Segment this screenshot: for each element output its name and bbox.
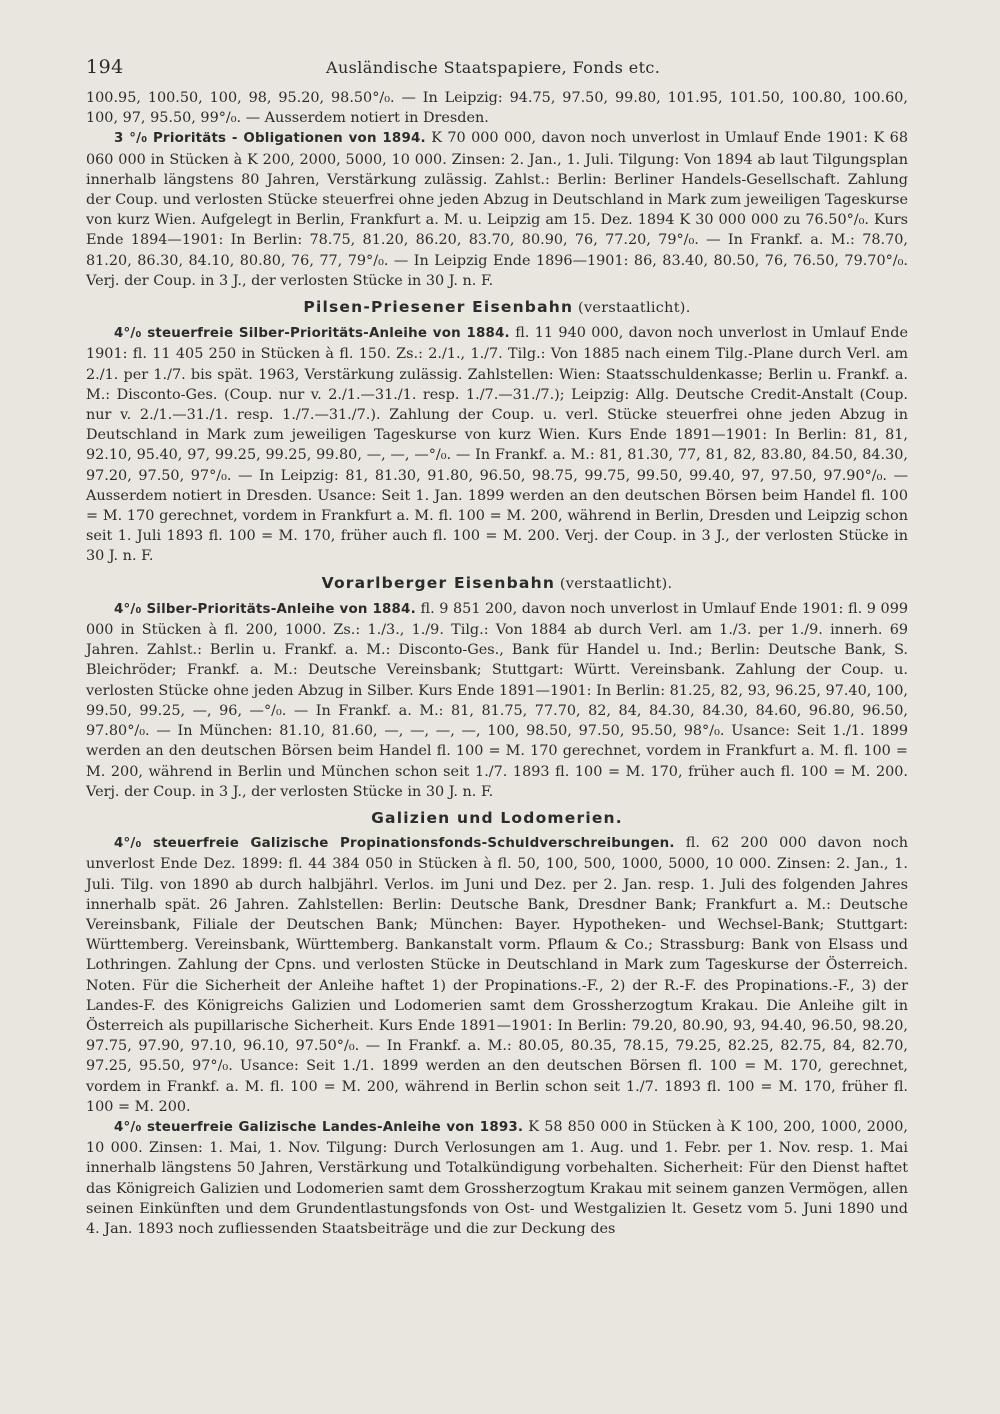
page-header: [86, 48, 908, 88]
entry-text: fl. 11 940 000, davon noch unverlost in Umlauf Ende 1901: fl. 11 405 250 in Stücken à fl. 150. Zs.: 2./1., 1./7. Tilg.: Von 1885 nach einem Tilg.-Plane durch Verl. am 2./1. per 1./7. bis spät. 1963, Verstärkung zulässig. Zahlstellen: Wien: Staatsschuldenkasse; Berlin u. Frankf. a. M.: Disconto-Ges. (Coup. nur v. 2./1.—31./1. resp. 1./7.—31./7.); Leipzig: Allg. Deutsche Credit-Anstalt (Coup. nur v. 2./1.—31./1. resp. 1./7.—31./7.). Zahlung der Coup. u. verl. Stücke steuerfrei ohne jeden Abzug in Deutschland in Mark zum jeweiligen Tageskurse von kurz Wien. Kurs Ende 1891—1901: In Berlin: 81, 81, 92.10, 95.40, 97, 99.25, 99.25, 99.80, —, —, —°/₀. — In Frankf. a. M.: 81, 81.30, 77, 81, 82, 83.80, 84.50, 84.30, 97.20, 97.50, 97°/₀. — In Leipzig: 81, 81.30, 91.80, 96.50, 98.75, 99.75, 99.50, 99.40, 97, 97.50, 97.90°/₀. — Ausserdem notiert in Dresden. Usance: Seit 1. Jan. 1899 werden an den deutschen Börsen beim Handel fl. 100 = M. 170 gerechnet, vordem in Frankfurt a. M. fl. 100 = M. 200, während in Berlin, Dresden und Leipzig schon seit 1. Juli 1893 fl. 100 = M. 170, früher auch fl. 100 = M. 200. Verj. der Coup. in 3 J., der verlosten Stücke in 30 J. n. F.: [86, 325, 908, 565]
entry-text: fl. 62 200 000 davon noch unverlost Ende Dez. 1899: fl. 44 384 050 in Stücken à fl. 50, 100, 500, 1000, 5000, 10 000. Zinsen: 2. Jan., 1. Juli. Tilg. von 1890 ab durch halbjährl. Verlos. im Juni und Dez. per 2. Jan. resp. 1. Juli des folgenden Jahres innerhalb spät. 26 Jahren. Zahlstellen: Berlin: Deutsche Bank, Dresdner Bank; Frankfurt a. M.: Deutsche Vereinsbank, Filiale der Deutschen Bank; München: Bayer. Hypotheken- und Wechsel-Bank; Stuttgart: Württemberg. Vereinsbank, Württemberg. Bankanstalt vorm. Pflaum & Co.; Strassburg: Bank von Elsass und Lothringen. Zahlung der Cpns. und verlosten Stücke in Deutschland in Mark zum Tageskurse der Österreich. Noten. Für die Sicherheit der Anleihe haftet 1) der Propinations.-F., 2) der R.-F. des Propinations.-F., 3) der Landes-F. des Königreichs Galizien und Lodomerien samt dem Grossherzogtum Krakau. Die Anleihe gilt in Österreich als pupillarische Sicherheit. Kurs Ende 1891—1901: In Berlin: 79.20, 80.90, 93, 94.40, 96.50, 98.20, 97.75, 97.90, 97.10, 96.10, 97.50°/₀. — In Frankf. a. M.: 80.05, 80.35, 78.15, 79.25, 82.25, 82.75, 84, 82.70, 97.25, 95.50, 97°/₀. Usance: Seit 1./1. 1899 werden an den deutschen Börsen fl. 100 = M. 170, gerechnet, vordem in Frankf. a. M. fl. 100 = M. 200, während in Berlin schon seit 1./7. 1893 fl. 100 = M. 170, früher fl. 100 = M. 200.: [86, 835, 908, 1115]
page-number: 194: [86, 56, 124, 78]
entry-paragraph: [86, 833, 908, 1117]
entry-text: K 58 850 000 in Stücken à K 100, 200, 1000, 2000, 10 000. Zinsen: 1. Mai, 1. Nov. Tilgung: Durch Verlosungen am 1. Aug. und 1. Febr. per 1. Nov. resp. 1. Mai innerhalb längstens 50 Jahren, Verstärkung und Totalkündigung vorbehalten. Sicherheit: Für den Dienst haftet das Königreich Galizien und Lodomerien samt dem Grossherzogtum Krakau mit seinem ganzen Vermögen, allen seinen Einkünften und dem Grundentlastungsfonds von Ost- und Westgalizien lt. Gesetz vom 5. Juni 1890 und 4. Jan. 1893 noch zufliessenden Staatsbeiträge und die zur Deckung des: [86, 1118, 908, 1237]
entry-title: 4°/₀ steuerfreie Silber-Prioritäts-Anleihe von 1884.: [114, 326, 510, 342]
section-heading-galizien: [86, 808, 908, 828]
running-title: Ausländische Staatspapiere, Fonds etc.: [326, 58, 661, 77]
entry-paragraph: [86, 1117, 908, 1239]
entry-paragraph: [86, 323, 908, 566]
section-title: Pilsen-Priesener Eisenbahn: [303, 298, 574, 317]
entry-title: 4°/₀ steuerfreie Galizische Propinationsfonds-Schuldverschreibungen.: [114, 836, 675, 852]
entry-title: 3 °/₀ Prioritäts - Obligationen von 1894.: [114, 131, 426, 147]
section-title: Galizien und Lodomerien.: [371, 808, 623, 827]
page-body: [86, 88, 908, 1239]
entry-title: 4°/₀ Silber-Prioritäts-Anleihe von 1884.: [114, 601, 416, 617]
intro-paragraph-1894-obligations: [86, 128, 908, 291]
section-note: (verstaatlicht).: [578, 300, 691, 317]
section-title: Vorarlberger Eisenbahn: [321, 573, 556, 592]
section-heading-pilsen-priesener: [86, 297, 908, 318]
book-page: [86, 48, 908, 1239]
entry-title: 4°/₀ steuerfreie Galizische Landes-Anleihe von 1893.: [114, 1119, 524, 1135]
section-note: (verstaatlicht).: [559, 575, 673, 592]
entry-text: fl. 9 851 200, davon noch unverlost in Umlauf Ende 1901: fl. 9 099 000 in Stücken à fl. 200, 1000. Zs.: 1./3., 1./9. Tilg.: Von 1884 ab durch Verl. am 1./3. per 1./9. innerh. 69 Jahren. Zahlst.: Berlin u. Frankf. a. M.: Disconto-Ges., Bank für Handel u. Ind.; Berlin: Deutsche Bank, S. Bleichröder; Frankf. a. M.: Deutsche Vereinsbank; Stuttgart: Württ. Vereinsbank. Zahlung der Coup. u. verlosten Stücke ohne jeden Abzug in Silber. Kurs Ende 1891—1901: In Berlin: 81.25, 82, 93, 96.25, 97.40, 100, 99.50, 99.25, —, 96, —°/₀. — In Frankf. a. M.: 81, 81.75, 77.70, 82, 84, 84.30, 84.30, 84.60, 96.80, 96.50, 97.80°/₀. — In München: 81.10, 81.60, —, —, —, —, 100, 98.50, 97.50, 95.50, 98°/₀. Usance: Seit 1./1. 1899 werden an den deutschen Börsen beim Handel fl. 100 = M. 170 gerechnet, vordem in Frankfurt a. M. fl. 100 = M. 200, während in Berlin und München schon seit 1./7. 1893 fl. 100 = M. 170, früher auch fl. 100 = M. 200. Verj. der Coup. in 3 J., der verlosten Stücke in 30 J. n. F.: [86, 600, 909, 800]
section-heading-vorarlberger: [86, 573, 908, 594]
entry-text: K 70 000 000, davon noch unverlost in Umlauf Ende 1901: K 68 060 000 in Stücken à K 200, 2000, 5000, 10 000. Zinsen: 2. Jan., 1. Juli. Tilgung: Von 1894 ab laut Tilgungsplan innerhalb längstens 80 Jahren, Verstärkung zulässig. Zahlst.: Berlin: Berliner Handels-Gesellschaft. Zahlung der Coup. und verlosten Stücke steuerfrei ohne jeden Abzug in Deutschland in Mark zum jeweiligen Tageskurse von kurz Wien. Aufgelegt in Berlin, Frankfurt a. M. u. Leipzig am 15. Dez. 1894 K 30 000 000 zu 76.50°/₀. Kurs Ende 1894—1901: In Berlin: 78.75, 81.20, 86.20, 83.70, 80.90, 76, 77.20, 79°/₀. — In Frankf. a. M.: 78.70, 81.20, 86.30, 84.10, 80.80, 76, 77, 79°/₀. — In Leipzig Ende 1896—1901: 86, 83.40, 80.50, 76, 76.50, 79.70°/₀. Verj. der Coup. in 3 J., der verlosten Stücke in 30 J. n. F.: [86, 130, 908, 289]
intro-paragraph-continuation: 100.95, 100.50, 100, 98, 95.20, 98.50°/₀. — In Leipzig: 94.75, 97.50, 99.80, 101.95, 101.50, 100.80, 100.60, 100, 97, 95.50, 99°/₀. — Ausserdem notiert in Dresden.: [86, 90, 908, 127]
entry-paragraph: [86, 599, 908, 802]
